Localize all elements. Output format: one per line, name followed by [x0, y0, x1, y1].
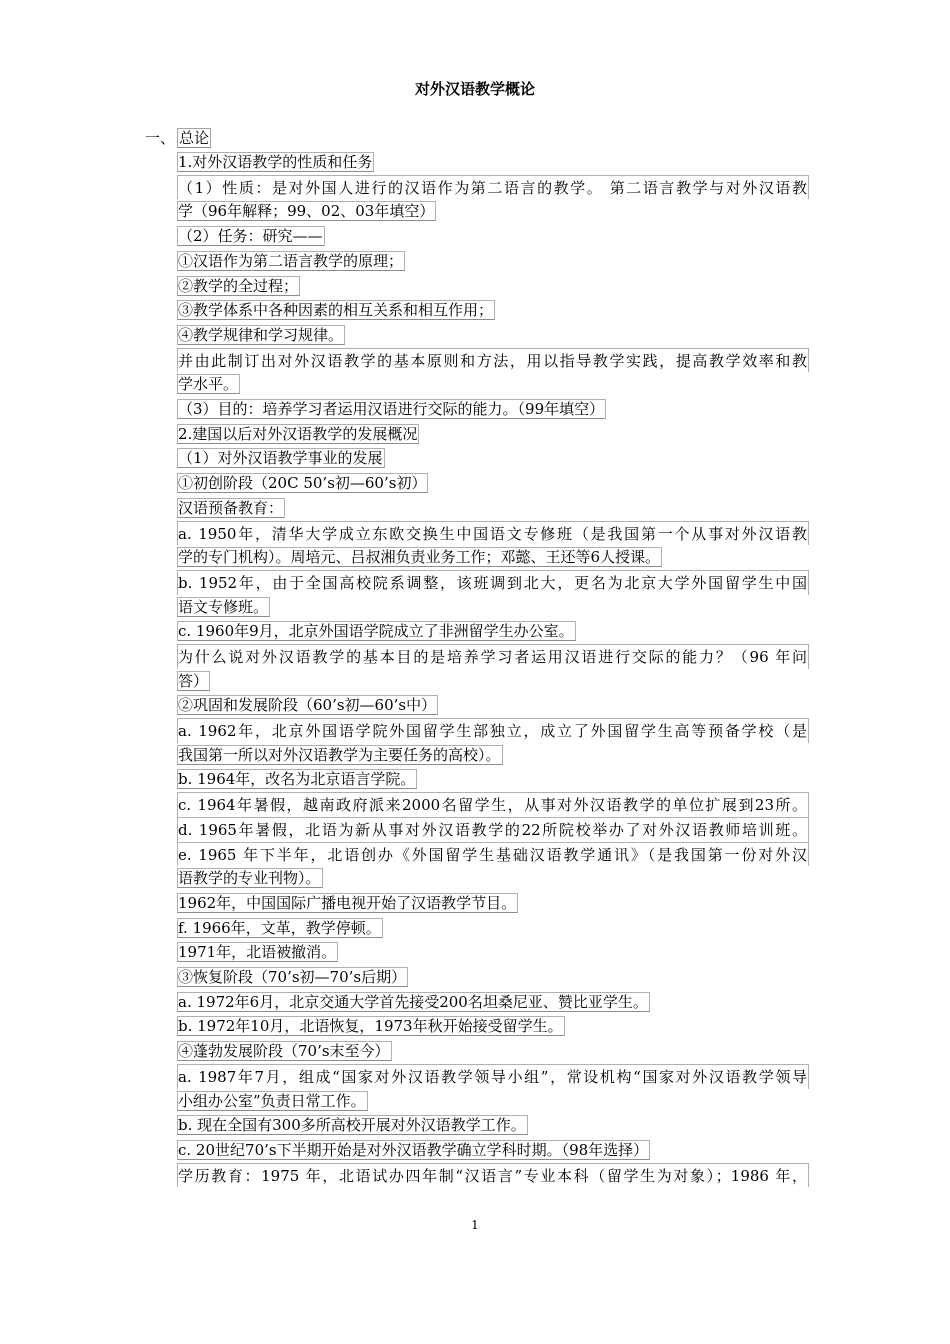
text-line: [177, 175, 809, 200]
page-number: 1: [471, 1218, 479, 1232]
text-line-content: ④教学规律和学习规律。: [178, 325, 344, 344]
page-title: 对外汉语教学概论: [414, 80, 535, 98]
text-line-content: f. 1966年，文革，教学停顿。: [178, 918, 381, 937]
text-line: [177, 249, 809, 274]
text-line: [177, 940, 809, 965]
text-line: [177, 1163, 809, 1188]
text-line: [177, 792, 809, 817]
text-line-content: b. 1952年，由于全国高校院系调整，该班调到北大，更名为北京大学外国留学生中国: [177, 570, 809, 595]
text-line: [177, 1064, 809, 1089]
text-line: [177, 916, 809, 941]
text-line: [177, 767, 809, 792]
text-line-content: （2）任务：研究——: [178, 227, 323, 246]
text-line-content: （3）目的：培养学习者运用汉语进行交际的能力。（99年填空）: [178, 400, 605, 418]
text-line: [177, 323, 809, 348]
text-line: [177, 496, 809, 521]
text-line: [177, 990, 809, 1015]
text-line-content: 学历教育：1975 年，北语试办四年制“汉语言”专业本科（留学生为对象）；1986 年，: [177, 1163, 809, 1188]
text-line: [177, 842, 809, 867]
text-line: [177, 199, 809, 224]
text-line: [177, 545, 809, 570]
text-line-content: 2.建国以后对外汉语教学的发展概况: [178, 424, 418, 443]
text-line: [177, 397, 809, 422]
text-line-content: 语教学的专业刊物）。: [178, 869, 321, 888]
text-line: [177, 570, 809, 595]
text-line: [177, 669, 809, 694]
text-line: [177, 150, 809, 175]
text-line-content: 小组办公室”负责日常工作。: [178, 1091, 366, 1110]
text-line-content: d. 1965年暑假，北语为新从事对外汉语教学的22所院校举办了对外汉语教师培训班。: [177, 817, 809, 842]
text-line-content: 1962年，中国国际广播电视开始了汉语教学节目。: [178, 893, 517, 912]
text-line: [177, 1039, 809, 1064]
text-line: [177, 1138, 809, 1163]
text-line-content: a. 1987年7月，组成“国家对外汉语教学领导小组”，常设机构“国家对外汉语教学领导: [177, 1064, 809, 1089]
text-line: [177, 1089, 809, 1114]
text-line-content: ③教学体系中各种因素的相互关系和相互作用；: [178, 301, 494, 320]
text-line-content: ②巩固和发展阶段（60’s初—60’s中）: [178, 696, 437, 715]
text-line: [177, 471, 809, 496]
text-line-content: 学（96年解释；99、02、03年填空）: [178, 202, 435, 221]
section-title: 总论: [179, 129, 210, 147]
text-line-content: 1971年，北语被撤消。: [178, 943, 337, 962]
text-line: [177, 446, 809, 471]
text-line: [177, 965, 809, 990]
text-line: [177, 1113, 809, 1138]
text-line: [177, 224, 809, 249]
text-line: [177, 422, 809, 447]
text-line: [177, 372, 809, 397]
text-line-content: e. 1965 年下半年，北语创办《外国留学生基础汉语教学通讯》（是我国第一份对外汉: [177, 842, 809, 867]
text-line: [177, 619, 809, 644]
text-line: [177, 866, 809, 891]
text-line-content: 我国第一所以对外汉语教学为主要任务的高校）。: [178, 745, 501, 764]
text-line-content: 语文专修班。: [178, 597, 269, 616]
text-line-content: a. 1972年6月，北京交通大学首先接受200名坦桑尼亚、赞比亚学生。: [178, 992, 648, 1011]
section-heading: [145, 128, 211, 148]
document-body: [177, 150, 809, 1187]
text-line-content: ①汉语作为第二语言教学的原理；: [178, 251, 404, 270]
text-line-content: a. 1962年，北京外国语学院外国留学生部独立，成立了外国留学生高等预备学校（是: [177, 718, 809, 743]
text-line-content: 为什么说对外汉语教学的基本目的是培养学习者运用汉语进行交际的能力？（96 年问: [177, 644, 809, 669]
text-line-content: b. 现在全国有300多所高校开展对外汉语教学工作。: [178, 1116, 526, 1135]
text-line: [177, 718, 809, 743]
text-line-content: 学的专门机构）。周培元、吕叔湘负责业务工作；邓懿、王还等6人授课。: [178, 548, 661, 567]
text-line-content: ④蓬勃发展阶段（70’s末至今）: [178, 1042, 390, 1061]
text-line: [177, 274, 809, 299]
text-line-content: ③恢复阶段（70’s初—70’s后期）: [178, 968, 407, 987]
text-line-content: c. 1964年暑假，越南政府派来2000名留学生，从事对外汉语教学的单位扩展到23所。: [177, 792, 809, 817]
text-line-content: b. 1964年，改名为北京语言学院。: [178, 770, 416, 789]
section-number: 一、: [145, 129, 176, 147]
text-line: [177, 817, 809, 842]
text-line: [177, 595, 809, 620]
text-line: [177, 693, 809, 718]
text-line-content: （1）对外汉语教学事业的发展: [178, 449, 383, 468]
text-line: [177, 348, 809, 373]
text-line: [177, 891, 809, 916]
text-line-content: ②教学的全过程；: [178, 276, 299, 295]
text-line: [177, 644, 809, 669]
text-line-content: c. 20世纪70’s下半期开始是对外汉语教学确立学科时期。（98年选择）: [178, 1140, 649, 1159]
text-line: [177, 298, 809, 323]
text-line: [177, 1014, 809, 1039]
text-line-content: c. 1960年9月，北京外国语学院成立了非洲留学生办公室。: [178, 622, 574, 641]
text-line-content: 汉语预备教育：: [178, 498, 284, 517]
text-line: [177, 743, 809, 768]
text-line-content: a. 1950年，清华大学成立东欧交换生中国语文专修班（是我国第一个从事对外汉语教: [177, 521, 809, 546]
text-line-content: 学水平。: [178, 375, 239, 394]
text-line-content: ①初创阶段（20C 50’s初—60’s初）: [178, 474, 427, 493]
text-line-content: （1）性质：是对外国人进行的汉语作为第二语言的教学。 第二语言教学与对外汉语教: [177, 175, 809, 200]
text-line-content: 答）: [178, 671, 209, 690]
text-line-content: 并由此制订出对外汉语教学的基本原则和方法，用以指导教学实践，提高教学效率和教: [177, 348, 809, 373]
text-line: [177, 521, 809, 546]
text-line-content: b. 1972年10月，北语恢复，1973年秋开始接受留学生。: [178, 1017, 563, 1036]
text-line-content: 1.对外汉语教学的性质和任务: [178, 153, 373, 171]
